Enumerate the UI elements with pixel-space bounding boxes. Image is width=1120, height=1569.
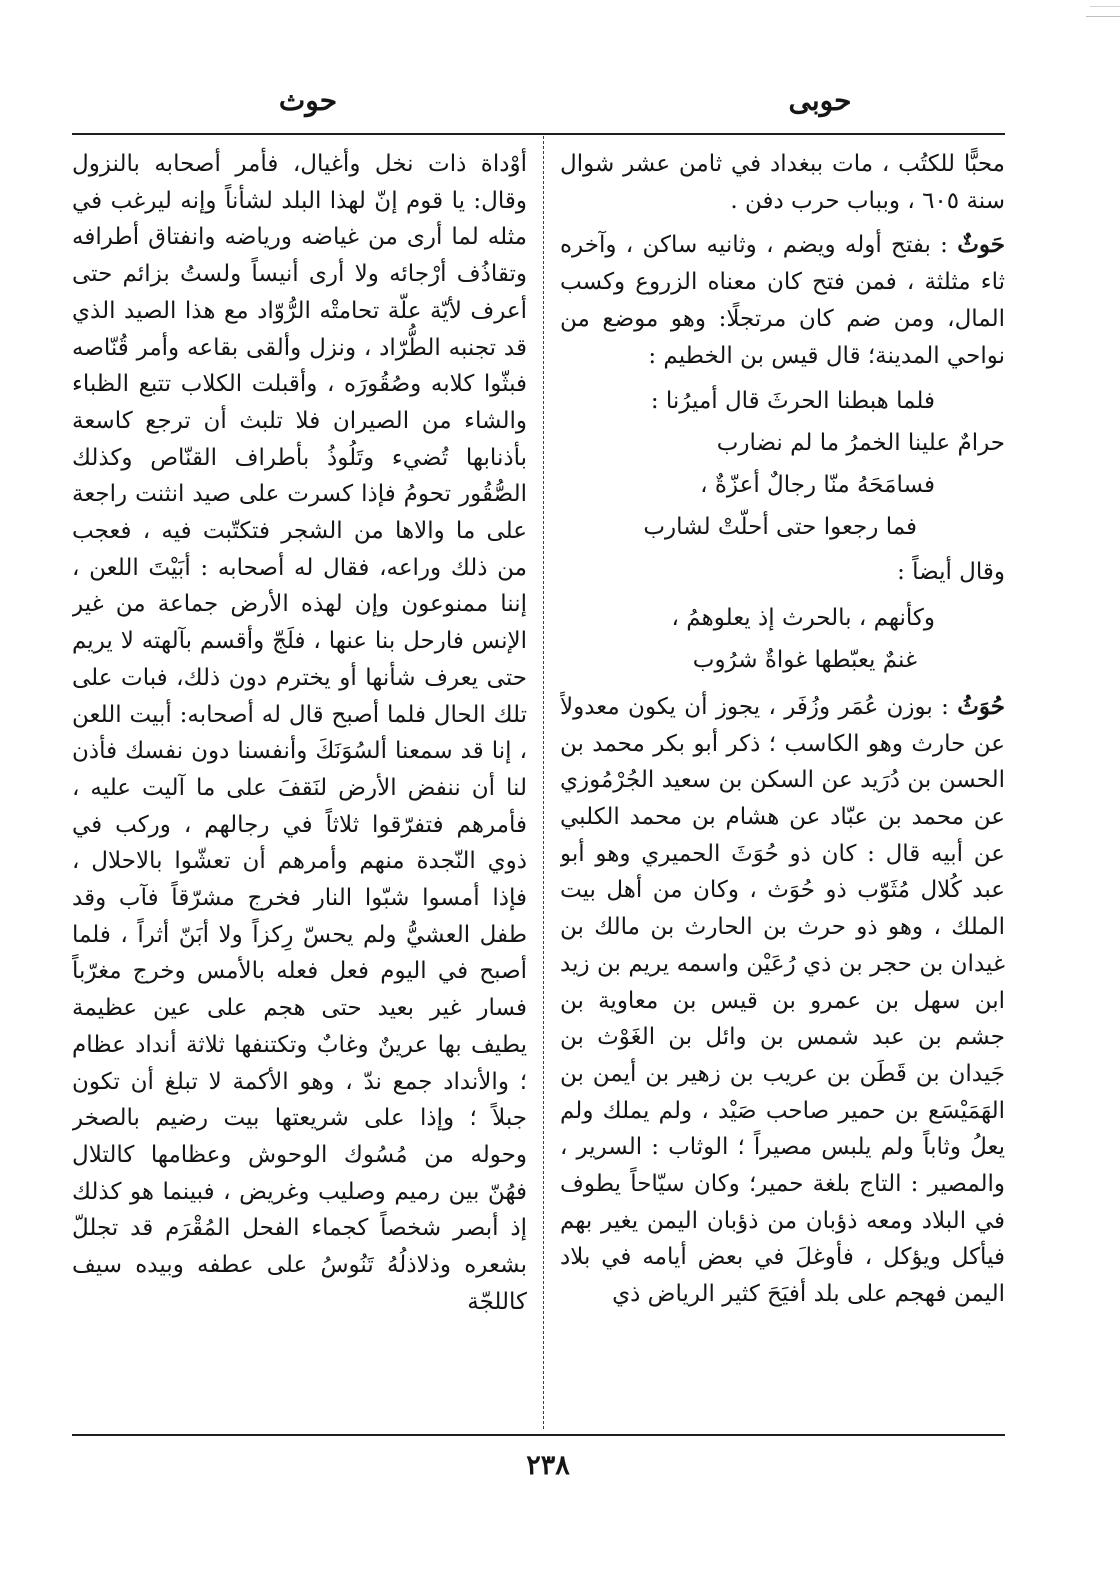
entry-huwath	[560, 689, 1005, 1313]
entry-continuation: محبًّا للكتُب ، مات ببغداد في ثامن عشر شوال سنة ٦٠٥ ، وبباب حرب دفن .	[560, 151, 1005, 214]
scan-edge-mark	[1086, 0, 1120, 17]
right-column	[560, 146, 1005, 1426]
verse-block-2	[560, 597, 1005, 681]
column-divider	[543, 136, 544, 1429]
verse-line: فلما هبطنا الحرثَ قال أميرُنا :	[650, 388, 935, 415]
bottom-rule	[72, 1434, 1005, 1436]
entry-hawth-text: : بفتح أوله ويضم ، وثانيه ساكن ، وآخره ثاء مثلثة ، فمن فتح كان معناه الزروع وكسب المال، ومن ضم كان مرتجلًا: وهو موضع من نواحي المدينة؛ قال قيس بن الخطيم :	[560, 232, 1005, 369]
verse-line: حرامٌ علينا الخمرُ ما لم نضارب	[716, 430, 1005, 457]
verse-block-1	[560, 380, 1005, 548]
verse-line: وكأنهم ، بالحرث إذ يعلوهمُ ،	[671, 604, 935, 631]
verse-line: غنمٌ يعبّطها غواةٌ شرُوب	[692, 646, 917, 673]
verse-intro: وقال أيضاً :	[897, 559, 1005, 586]
entry-huwath-text: : بوزن عُمَر وزُفَر ، يجوز أن يكون معدولاً عن حارث وهو الكاسب ؛ ذكر أبو بكر محمد بن الحسن بن دُرَيد عن السكن بن سعيد الجُرْمُوزي عن محمد بن عبّاد عن هشام بن محمد الكلبي عن أبيه قال : كان ذو حُوَثَ الحميري وهو أبو عبد كُلال مُثَوّب ذو حُوَث ، وكان من أهل بيت الملك ، وهو ذو حرث بن الحارث بن مالك بن غيدان بن حجر بن ذي رُعَيْن واسمه يريم بن زيد ابن سهل بن عمرو بن قيس بن معاوية بن جشم بن عبد شمس بن وائل بن الغَوْث بن جَيدان بن قَطَن بن عريب بن زهير بن أيمن بن الهَمَيْسَع بن حمير صاحب صَيْد ، ولم يملك ولم يعلُ وثاباً ولم يلبس مصيراً ؛ الوثاب : السرير ، والمصير : التاج بلغة حمير؛ وكان سيّاحاً يطوف في البلاد ومعه ذؤبان من ذؤبان اليمن يغير بهم فيأكل ويؤكل ، فأوغلَ في بعض أيامه في بلاد اليمن فهجم على بلد أفيَحَ كثير الرياض ذي	[560, 693, 1005, 1308]
headword-huwath: حُوَثُ	[957, 692, 1005, 720]
entry-continuation-left: أوْداة ذات نخل وأغيال، فأمر أصحابه بالنزول وقال: يا قوم إنّ لهذا البلد لشأناً وإنه ليرغب في مثله لما أرى من غياضه ورياضه وانفتاق أطرافه وتقاذُف أرْجائه ولا أرى أنيساً ولستُ بزائم حتى أعرف لأيّة علّة تحامتْه الرُّوّاد مع هذا الصيد الذي قد تجنبه الطُّرّاد ، ونزل وألقى بقاعه وأمر قُنّاصه فبثّوا كلابه وصُقُورَه ، وأقبلت الكلاب تتبع الظباء والشاء من الصيران فلا تلبث أن ترجع كاسعة بأذنابها تُضيء وتَلُوذُ بأطراف القنّاص وكذلك الصُّقُور تحومُ فإذا كسرت على صيد انثنت راجعة على ما والاها من الشجر فتكتّبت فيه ، فعجب من ذلك وراعه، فقال له أصحابه : أبَيْتَ اللعن ، إننا ممنوعون وإن لهذه الأرض جماعة من غير الإنس فارحل بنا عنها ، فلَجّ وأقسم بآلهته لا يريم حتى يعرف شأنها أو يخترم دون ذلك، فبات على تلك الحال فلما أصبح قال له أصحابه: أبيت اللعن ، إنا قد سمعنا ألسُوَنَكَ وأنفسنا دون نفسك فأذن لنا أن ننفض الأرض لنَقفَ على ما آليت عليه ، فأمرهم فتفرّقوا ثلاثاً في رجالهم ، وركب في ذوي النّجدة منهم وأمرهم أن تعشّوا بالاحلال ، فإذا أمسوا شبّوا النار فخرج مشرّقاً فآب وقد طفل العشيُّ ولم يحسّ رِكزاً ولا أبَنّ أثراً ، فلما أصبح في اليوم فعل فعله بالأمس وخرج مغرّباً فسار غير بعيد حتى هجم على عين عظيمة يطيف بها عرينٌ وغابٌ وتكتنفها ثلاثة أنداد عظام ؛ والأنداد جمع ندّ ، وهو الأكمة لا تبلغ أن تكون جبلاً ؛ وإذا على شريعتها بيت رضيم بالصخر وحوله من مُسُوك الوحوش وعظامها كالتلال فهُنّ بين رميم وصليب وغريض ، فبينما هو كذلك إذ أبصر شخصاً كجماء الفحل المُقْرَم قد تجللّ بشعره وذلاذلُهُ تَنُوسُ على عطفه وبيده سيف كاللجّة	[72, 151, 527, 1315]
left-column	[72, 146, 527, 1426]
running-head-right: حوبى	[788, 84, 852, 117]
running-head-left: حوث	[278, 84, 338, 117]
entry-hawth	[560, 227, 1005, 374]
verse-line: فسامَحَهُ منّا رجالٌ أعزّةٌ ،	[700, 472, 935, 499]
headword-hawth: حَوثٌ	[957, 231, 1005, 259]
verse-line: فما رجعوا حتى أحلّتْ لشارب	[643, 514, 917, 541]
page-number: ٢٣٨	[526, 1450, 570, 1481]
top-rule	[72, 133, 1005, 135]
